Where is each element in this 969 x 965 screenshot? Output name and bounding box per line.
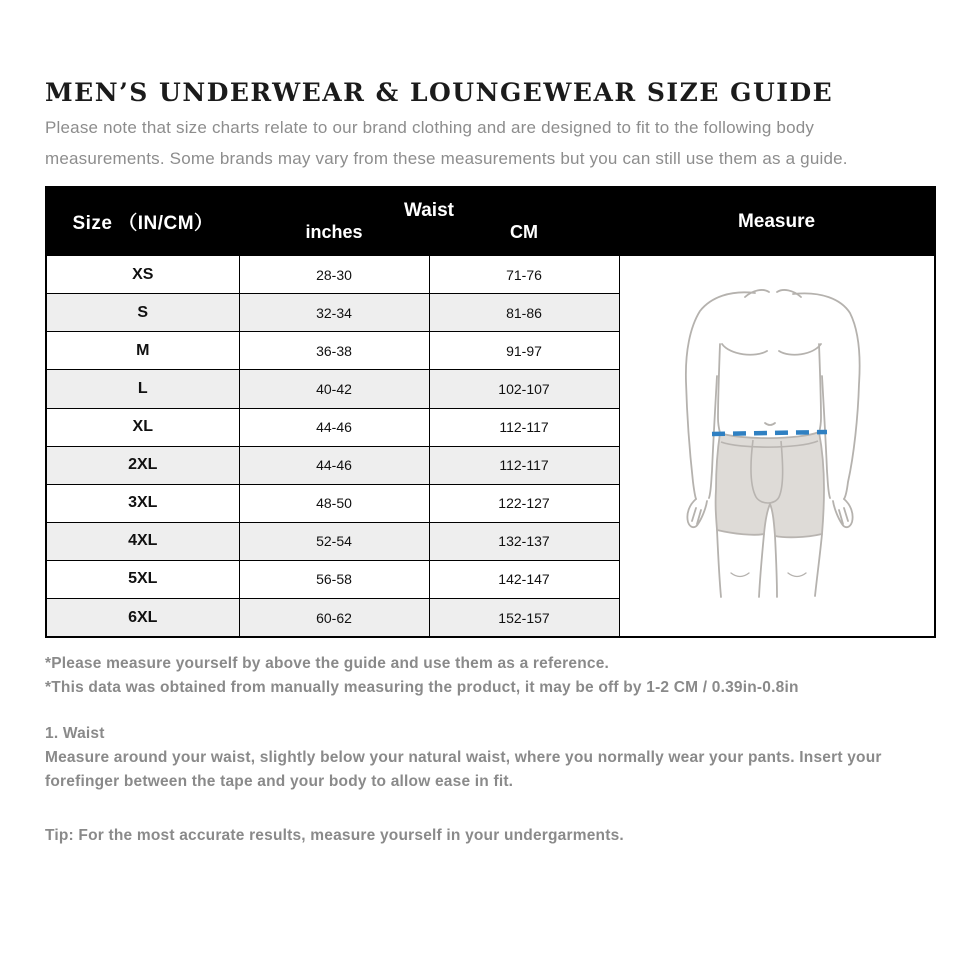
size-cell: M	[46, 332, 239, 370]
page-title: MEN’S UNDERWEAR & LOUNGEWEAR SIZE GUIDE	[45, 78, 834, 107]
cm-cell: 112-117	[429, 446, 619, 484]
cm-cell: 132-137	[429, 522, 619, 560]
male-waist-figure	[627, 256, 927, 636]
cm-cell: 81-86	[429, 294, 619, 332]
measurement-notes	[45, 652, 935, 700]
size-cell: 2XL	[46, 446, 239, 484]
measure-illustration-cell	[619, 256, 935, 638]
size-cell: 4XL	[46, 522, 239, 560]
intro-text: Please note that size charts relate to our brand clothing and are designed to fit to the following body measurements. Some brands may vary from these measurements but you can still use them as a guide.	[45, 118, 848, 168]
measure-column-header: Measure	[619, 187, 935, 256]
cm-cell: 142-147	[429, 560, 619, 598]
size-cell: L	[46, 370, 239, 408]
inches-cell: 60-62	[239, 599, 429, 638]
waist-section-title: 1. Waist	[45, 725, 105, 743]
inches-cell: 40-42	[239, 370, 429, 408]
cm-cell: 112-117	[429, 408, 619, 446]
note-reference: *Please measure yourself by above the guide and use them as a reference.	[45, 655, 610, 673]
boxer-briefs	[715, 432, 823, 537]
inches-cell: 44-46	[239, 446, 429, 484]
size-cell: XL	[46, 408, 239, 446]
waist-section-body: Measure around your waist, slightly below your natural waist, where you normally wear your pants. Insert your forefinger between the tape and your body to allow ease in fit.	[45, 749, 882, 791]
table-header	[46, 187, 935, 256]
size-cell: 3XL	[46, 484, 239, 522]
cm-column-header: CM	[429, 222, 619, 256]
inches-cell: 48-50	[239, 484, 429, 522]
inches-cell: 32-34	[239, 294, 429, 332]
size-chart-table	[45, 186, 936, 638]
inches-cell: 52-54	[239, 522, 429, 560]
inches-cell: 44-46	[239, 408, 429, 446]
waist-section-tip: Tip: For the most accurate results, measure yourself in your undergarments.	[45, 827, 624, 845]
inches-cell: 28-30	[239, 256, 429, 294]
waist-measure-line	[712, 432, 827, 434]
waist-column-header: Waist	[239, 187, 619, 222]
inches-cell: 36-38	[239, 332, 429, 370]
size-cell: 6XL	[46, 599, 239, 638]
cm-cell: 91-97	[429, 332, 619, 370]
cm-cell: 71-76	[429, 256, 619, 294]
cm-cell: 102-107	[429, 370, 619, 408]
inches-cell: 56-58	[239, 560, 429, 598]
size-cell: XS	[46, 256, 239, 294]
waist-instructions-section	[45, 722, 935, 848]
size-cell: S	[46, 294, 239, 332]
note-tolerance: *This data was obtained from manually measuring the product, it may be off by 1-2 CM / 0.39in-0.8in	[45, 679, 799, 697]
size-cell: 5XL	[46, 560, 239, 598]
cm-cell: 122-127	[429, 484, 619, 522]
table-row	[46, 256, 935, 294]
inches-column-header: inches	[239, 222, 429, 256]
cm-cell: 152-157	[429, 599, 619, 638]
size-column-header: Size （IN/CM）	[46, 187, 239, 256]
